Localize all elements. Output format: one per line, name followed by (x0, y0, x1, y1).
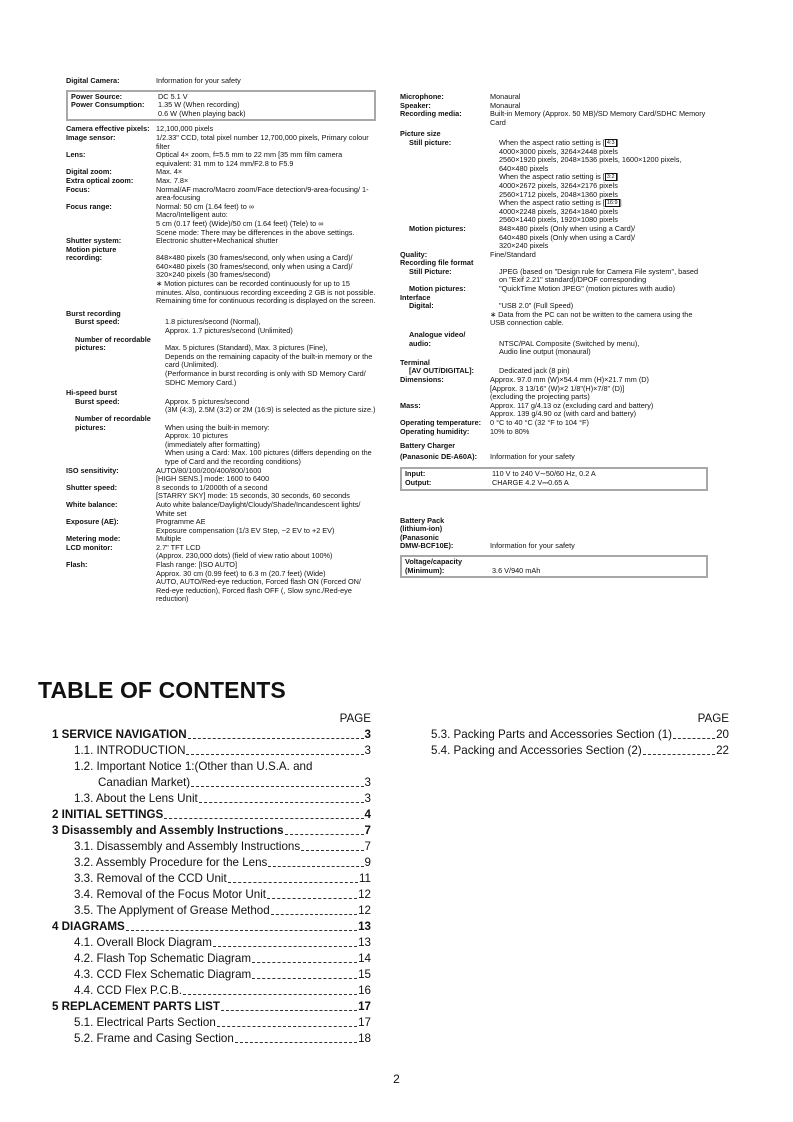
spec-label: Motion pictures: (409, 284, 466, 294)
still-line: 640×480 pixels (499, 163, 549, 173)
spec-label: Metering mode: (66, 534, 121, 544)
spacer (400, 495, 708, 517)
toc-entry-text: 4 DIAGRAMS (52, 920, 125, 933)
spec-label: Burst speed: (75, 317, 120, 327)
toc-leader (213, 946, 357, 947)
spec-label: Input: (405, 469, 426, 479)
spec-row (66, 186, 376, 203)
toc-leader (252, 962, 357, 963)
toc-page-number: 9 (364, 856, 371, 869)
toc-leader (164, 818, 363, 819)
spec-value: 1.35 W (When recording) 0.6 W (When playing back) (158, 100, 246, 118)
spec-value: AUTO/80/100/200/400/800/1600 [HIGH SENS.] mode: 1600 to 6400 (156, 465, 270, 484)
still-line: 2560×1920 pixels, 2048×1536 pixels, 1600×1200 pixels, (499, 155, 682, 165)
toc-entry (52, 935, 371, 951)
spec-row (66, 336, 376, 388)
spec-label: White balance: (66, 499, 118, 509)
toc-leader (186, 754, 363, 755)
spec-row (66, 134, 376, 151)
spec-label: Motion picture recording: (66, 244, 117, 263)
toc-page-number: 12 (358, 888, 371, 901)
toc-entry (52, 951, 371, 967)
toc-entry (52, 919, 371, 935)
battery-pack-row (400, 517, 708, 551)
toc-page-number: 22 (716, 744, 729, 757)
spec-label: Operating humidity: (400, 426, 470, 436)
toc-leader (126, 930, 357, 931)
spec-value: CHARGE 4.2 V⎓0.65 A (492, 477, 569, 487)
spec-label: Focus range: (66, 201, 112, 211)
spec-section-title: Interface (400, 292, 431, 302)
spacer (400, 77, 708, 93)
spec-label: Number of recordable pictures: (75, 413, 151, 432)
still-line-text: When the aspect ratio setting is [ (499, 198, 605, 208)
spec-label: Camera effective pixels: (66, 124, 150, 134)
spec-value: 2.7" TFT LCD (Approx. 230,000 dots) (field of view ratio about 100%) (156, 542, 333, 561)
still-line: 4000×2248 pixels, 3264×1840 pixels (499, 206, 618, 216)
toc-entry (52, 903, 371, 919)
spec-label: Digital: (409, 301, 434, 311)
toc-leader (268, 866, 363, 867)
spec-label: (Panasonic DE-A60A): (400, 451, 478, 461)
spec-label: Analogue video/ audio: (409, 330, 466, 348)
toc-entry (52, 871, 371, 887)
toc-entry (52, 791, 371, 807)
spec-label: Output: (405, 477, 432, 487)
spec-value: 0 °C to 40 °C (32 °F to 104 °F) (490, 417, 589, 427)
spec-value: 10% to 80% (490, 426, 530, 436)
toc-entry-text: 4.2. Flash Top Schematic Diagram (74, 952, 251, 965)
spec-value: 1.8 pictures/second (Normal), Approx. 1.7 pictures/second (Unlimited) (165, 317, 293, 336)
toc-entry (52, 1031, 371, 1047)
spec-label: Number of recordable pictures: (75, 334, 151, 353)
spec-value: JPEG (based on "Design rule for Camera File system", based on "Exif 2.21" standard)/DPOF corresponding (499, 266, 699, 285)
toc-entry (431, 727, 729, 743)
toc-leader (199, 802, 364, 803)
toc-entry-text: 1.1. INTRODUCTION (74, 744, 186, 757)
spec-row (66, 151, 376, 168)
spec-box (66, 90, 376, 122)
still-line: 4000×2672 pixels, 3264×2176 pixels (499, 180, 618, 190)
toc-entry (52, 999, 371, 1015)
spec-section-title: Picture size (400, 129, 441, 139)
still-line-text: When the aspect ratio setting is [ (499, 137, 605, 147)
spec-value: 848×480 pixels (Only when using a Card)/ 640×480 pixels (Only when using a Card)/ 320×240 pixels (499, 223, 636, 251)
still-line: 2560×1712 pixels, 2048×1360 pixels (499, 189, 618, 199)
toc-entry (431, 743, 729, 759)
spec-value: Information for your safety (490, 451, 575, 461)
spec-row (400, 376, 708, 402)
spacer (400, 551, 708, 553)
spec-value: Information for your safety (156, 76, 241, 85)
spec-value: 8 seconds to 1/2000th of a second [STARRY SKY] mode: 15 seconds, 30 seconds, 60 seconds (156, 482, 350, 501)
spec-value: Flash range: [ISO AUTO] Approx. 30 cm (0.99 feet) to 6.3 m (20.7 feet) (Wide) AUTO, AUTO/Red-eye reduction, Forced flash ON (Forced ON/ Red-eye reduction), Forced flash OFF (, Slow sync./Red-eye reduction) (156, 560, 361, 604)
toc-entry-text: 3.5. The Applyment of Grease Method (74, 904, 270, 917)
toc-entry (52, 1015, 371, 1031)
spec-header-row (66, 77, 376, 86)
spec-label: Quality: (400, 249, 428, 259)
toc-entry-cont (74, 775, 371, 791)
spec-row (400, 402, 708, 419)
spec-label-spacer (66, 280, 156, 306)
spec-label: Recording media: (400, 109, 462, 119)
toc-page-number: 16 (358, 984, 371, 997)
still-line: 4000×3000 pixels, 3264×2448 pixels (499, 146, 618, 156)
spec-row (405, 558, 703, 575)
toc-entry-text: 3.2. Assembly Procedure for the Lens (74, 856, 268, 869)
toc-entry (52, 983, 371, 999)
still-line: 2560×1440 pixels, 1920×1080 pixels (499, 215, 618, 225)
spec-row (400, 331, 708, 357)
toc-page-number: 7 (364, 824, 371, 837)
spec-row (66, 518, 376, 535)
toc-entry-text: 4.3. CCD Flex Schematic Diagram (74, 968, 252, 981)
toc-page-number: 11 (358, 872, 371, 885)
spec-label: Focus: (66, 184, 90, 194)
specs-right-column (400, 77, 708, 582)
spec-label: Extra optical zoom: (66, 175, 134, 185)
aspect-ratio-icon: 3:2 (606, 174, 615, 181)
spec-note: ∗ Data from the PC can not be written to the camera using the USB connection cable. (490, 309, 693, 328)
toc-entry-text: 4.4. CCD Flex P.C.B. (74, 984, 183, 997)
still-line-text: ] (616, 137, 619, 147)
spec-value: DC 5.1 V (158, 91, 188, 101)
toc-entry-text: Canadian Market) (98, 776, 191, 789)
specs-left-column (66, 77, 376, 604)
spec-value: 12,100,000 pixels (156, 124, 214, 134)
spec-label: Exposure (AE): (66, 517, 119, 527)
spec-value: Optical 4× zoom, f=5.5 mm to 22 mm [35 mm film camera equivalent: 31 mm to 124 mm/F2.8 to F5.9 (156, 150, 343, 168)
toc-page-number: 14 (358, 952, 371, 965)
spec-value: "QuickTime Motion JPEG" (motion pictures with audio) (499, 284, 676, 294)
spec-row (400, 93, 708, 102)
spec-label: LCD monitor: (66, 542, 113, 552)
toc-entry-text: 4.1. Overall Block Diagram (74, 936, 212, 949)
toc-entry-text: 3.4. Removal of the Focus Motor Unit (74, 888, 267, 901)
toc-page-number: 7 (364, 840, 371, 853)
spec-label: Still picture: (409, 137, 452, 147)
toc-leader (183, 994, 357, 995)
toc-entry-text: 5.3. Packing Parts and Accessories Section (1) (431, 728, 673, 741)
spec-row (400, 225, 708, 251)
toc-leader (301, 850, 363, 851)
toc-title: TABLE OF CONTENTS (38, 677, 286, 703)
toc-leader (191, 786, 363, 787)
toc-entry (52, 855, 371, 871)
aspect-ratio-icon: 16:9 (606, 200, 618, 207)
spec-row (66, 484, 376, 501)
toc-leader (235, 1042, 357, 1043)
spec-value: Normal: 50 cm (1.64 feet) to ∞ Macro/Intelligent auto: 5 cm (0.17 feet) (Wide)/50 cm (1.64 feet) (Tele) to ∞ Scene mode: There may be differences in the above settings. (156, 201, 355, 237)
spec-section-title: Terminal (400, 357, 430, 367)
spec-row (66, 318, 376, 335)
toc-entry (52, 823, 371, 839)
spec-row (66, 561, 376, 604)
spec-value: Normal/AF macro/Macro zoom/Face detection/9-area-focusing/ 1-area-focusing (156, 184, 369, 203)
spec-value: Approx. 97.0 mm (W)×54.4 mm (H)×21.7 mm (D) [Approx. 3 13/16" (W)×2 1/8"(H)×7/8" (D)] (excluding the projecting parts) (490, 375, 649, 402)
toc-page-number: 15 (358, 968, 371, 981)
spec-label: Battery Pack (lithium-ion) (Panasonic DMW-BCF10E): (400, 515, 454, 551)
spec-label: Mass: (400, 400, 421, 410)
spec-value: 848×480 pixels (30 frames/second, only when using a Card)/ 640×480 pixels (30 frames/second, only when using a Card)/ 320×240 pixels (30 frames/second) (156, 253, 353, 280)
toc-leader (643, 754, 715, 755)
spec-row (66, 544, 376, 561)
toc-entry-text: 5 REPLACEMENT PARTS LIST (52, 1000, 220, 1013)
spec-label: Digital zoom: (66, 167, 112, 177)
spec-value: Approx. 117 g/4.13 oz (excluding card and battery) Approx. 139 g/4.90 oz (with card and battery) (490, 400, 654, 419)
toc-page-header: PAGE (697, 712, 729, 725)
spec-note-row (66, 280, 376, 306)
toc-entry (52, 759, 371, 791)
spec-row (400, 110, 708, 127)
spec-label: Motion pictures: (409, 223, 466, 233)
toc-leader (188, 738, 364, 739)
spec-label: Dimensions: (400, 375, 444, 384)
still-picture-values (499, 139, 708, 225)
toc-page-number: 13 (358, 920, 371, 933)
toc-entry-text: 5.1. Electrical Parts Section (74, 1016, 216, 1029)
toc-page-number: 17 (358, 1016, 371, 1029)
toc-page-number: 3 (364, 776, 371, 789)
still-line-text: ] (616, 172, 619, 182)
spec-value: Max. 7.8× (156, 175, 189, 185)
spec-label: Image sensor: (66, 132, 116, 142)
toc-page-number: 4 (364, 808, 371, 821)
spec-label: Shutter speed: (66, 482, 118, 492)
spec-value: Programme AE Exposure compensation (1/3 EV Step, −2 EV to +2 EV) (156, 517, 335, 535)
toc-page-number: 18 (358, 1032, 371, 1045)
spec-section-title: Battery Charger (400, 441, 456, 451)
spec-value: When using the built-in memory: Approx. 10 pictures (immediately after formatting) When using a Card: Max. 100 pictures (differs depending on the type of Card and the recording conditions) (165, 422, 372, 466)
spec-section-title: Burst recording (66, 308, 121, 318)
spec-label: Power Consumption: (71, 100, 145, 110)
spec-label: Shutter system: (66, 236, 122, 246)
spec-value: 1/2.33" CCD, total pixel number 12,700,000 pixels, Primary colour filter (156, 132, 369, 151)
toc-entry (52, 807, 371, 823)
toc-page-header: PAGE (339, 712, 371, 725)
toc-entry-text: 1.2. Important Notice 1:(Other than U.S.A. and (74, 760, 313, 773)
still-picture-row (400, 139, 708, 225)
toc-leader (285, 834, 364, 835)
spec-value: Multiple (156, 534, 182, 544)
toc-entry (52, 743, 371, 759)
spec-value: 3.6 V/940 mAh (492, 565, 541, 575)
toc-entry-text: 1.3. About the Lens Unit (74, 792, 198, 805)
spec-value: Dedicated jack (8 pin) (499, 366, 570, 376)
spec-label: Operating temperature: (400, 417, 482, 427)
spec-row (66, 203, 376, 237)
spec-label: [AV OUT/DIGITAL]: (409, 366, 474, 376)
toc-entry (52, 967, 371, 983)
spec-value: Information for your safety (490, 541, 575, 551)
spec-row (400, 285, 708, 294)
still-line-text: When the aspect ratio setting is [ (499, 172, 605, 182)
spec-label: Speaker: (400, 100, 431, 110)
spec-box (400, 555, 708, 578)
spec-value: Max. 5 pictures (Standard), Max. 3 pictures (Fine), Depends on the remaining capacity of the built-in memory or the card (Unlimited). (Performance in burst recording is only with SD Memory Card/ SDHC Memory Card.) (165, 343, 373, 387)
toc-entry-text: 2 INITIAL SETTINGS (52, 808, 164, 821)
aspect-ratio-icon: 4:3 (606, 140, 615, 147)
spec-label: Still Picture: (409, 266, 452, 276)
toc-page-number: 20 (716, 728, 729, 741)
toc-entry-text: 5.4. Packing and Accessories Section (2) (431, 744, 642, 757)
toc-page-number: 3 (364, 792, 371, 805)
page-number: 2 (393, 1072, 400, 1086)
spacer (400, 461, 708, 465)
spec-box (400, 467, 708, 490)
spec-note-row (400, 311, 708, 328)
spec-label: Flash: (66, 560, 88, 570)
spec-value: Max. 4× (156, 167, 183, 177)
spec-value: Approx. 5 pictures/second (3M (4:3), 2.5M (3:2) or 2M (16:9) is selected as the picture size.) (165, 396, 376, 415)
spec-label: Lens: (66, 150, 86, 160)
spec-row (66, 415, 376, 467)
spec-label: ISO sensitivity: (66, 465, 119, 475)
toc-page-number: 17 (358, 1000, 371, 1013)
spec-row (66, 501, 376, 518)
toc-leader (228, 882, 358, 883)
toc-entry-text: 1 SERVICE NAVIGATION (52, 728, 187, 741)
spec-value: 110 V to 240 V∼50/60 Hz, 0.2 A (492, 469, 596, 479)
spec-value: "USB 2.0" (Full Speed) (499, 301, 574, 311)
charger-model-row (400, 453, 708, 462)
spec-value: NTSC/PAL Composite (Switched by menu), Audio line output (monaural) (499, 338, 640, 357)
toc-page-number: 13 (358, 936, 371, 949)
toc-entry (52, 887, 371, 903)
toc-entry-text: 3 Disassembly and Assembly Instructions (52, 824, 284, 837)
toc-page-number: 12 (358, 904, 371, 917)
spec-label: Burst speed: (75, 396, 120, 406)
spec-row (66, 467, 376, 484)
toc-right-column (431, 711, 729, 759)
spec-row (400, 268, 708, 285)
spec-value: Electronic shutter+Mechanical shutter (156, 236, 278, 246)
toc-leader (267, 898, 357, 899)
spec-label: Power Source: (71, 91, 123, 101)
toc-leader (217, 1026, 357, 1027)
toc-entry (52, 839, 371, 855)
toc-leader (221, 1010, 357, 1011)
spec-label: Voltage/capacity (Minimum): (405, 556, 463, 575)
spec-row (405, 479, 703, 488)
spec-value: Fine/Standard (490, 249, 536, 259)
spec-note: ∗ Motion pictures can be recorded continuously for up to 15 minutes. Also, continuous recording exceeding 2 GB is not possible. Remaining time for continuous recording is displayed on the screen. (156, 279, 376, 306)
toc-entry (52, 727, 371, 743)
spec-value: Auto white balance/Daylight/Cloudy/Shade/Incandescent lights/ White set (156, 499, 361, 518)
toc-left-column (52, 711, 371, 1047)
spec-row (66, 398, 376, 415)
toc-entry-text: 3.1. Disassembly and Assembly Instructions (74, 840, 301, 853)
spec-value: Monaural (490, 92, 521, 101)
spec-label: Microphone: (400, 92, 444, 101)
toc-entry-text: 3.3. Removal of the CCD Unit (74, 872, 227, 885)
spec-section-title: Recording file format (400, 258, 474, 268)
toc-entry-text: 5.2. Frame and Casing Section (74, 1032, 234, 1045)
spec-value: Monaural (490, 100, 521, 110)
spec-section-title: Hi-speed burst (66, 388, 118, 398)
spec-row (400, 428, 708, 437)
toc-leader (271, 914, 357, 915)
still-line-text: ] (619, 198, 622, 208)
spec-label: Digital Camera: (66, 76, 120, 85)
toc-page-number: 3 (364, 728, 371, 741)
toc-leader (673, 738, 715, 739)
spacer (66, 86, 376, 88)
spec-value: Built-in Memory (Approx. 50 MB)/SD Memory Card/SDHC Memory Card (490, 109, 706, 127)
toc-page-number: 3 (364, 744, 371, 757)
toc-leader (252, 978, 357, 979)
spec-label-spacer (400, 311, 490, 328)
spec-row (71, 101, 371, 118)
spec-row (66, 246, 376, 280)
